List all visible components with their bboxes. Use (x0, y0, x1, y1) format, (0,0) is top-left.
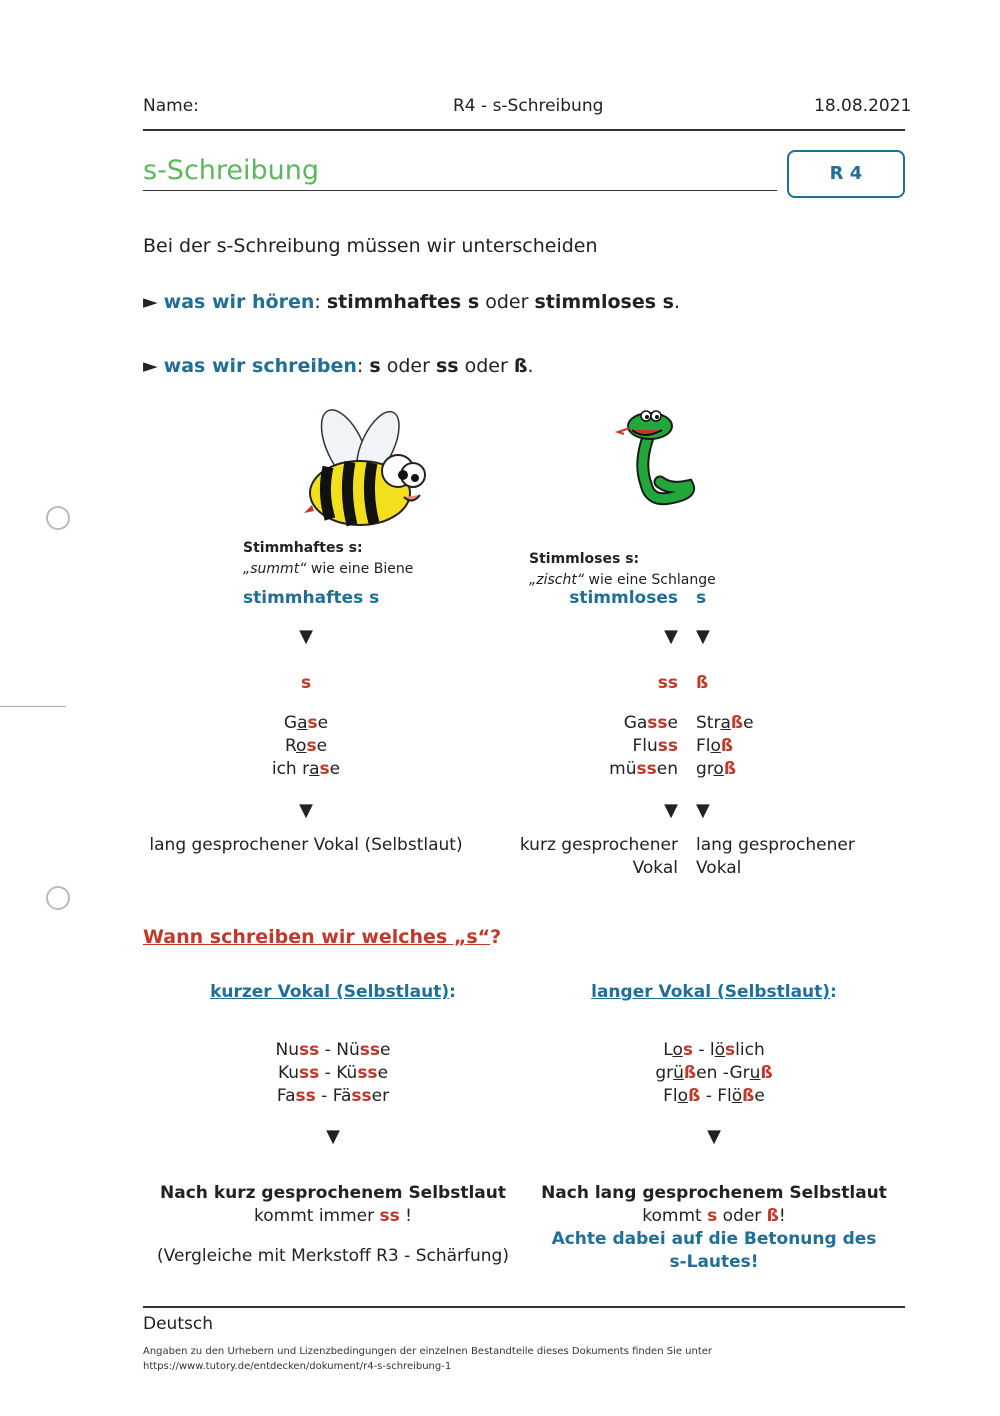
example-fluss: Fluss (632, 736, 678, 756)
voiced-heading: stimmhaftes s (243, 588, 380, 608)
long-rule-line2: kommt s oder ß! (642, 1206, 786, 1226)
voiceless-heading-s: s (696, 588, 707, 608)
point-write-lead: was wir schreiben (163, 355, 357, 377)
doc-date: 18.08.2021 (814, 96, 912, 116)
example-gruessen: grüßen -Gruß (655, 1063, 773, 1083)
footer-subject: Deutsch (143, 1314, 213, 1334)
letter-sz: ß (513, 355, 528, 377)
when-question-mark: ? (490, 926, 502, 948)
page-title: s-Schreibung (143, 155, 320, 186)
short-examples (203, 1039, 463, 1108)
short-rule-bold: Nach kurz gesprochenem Selbstlaut (160, 1183, 506, 1203)
point-marker: ► (143, 291, 158, 313)
footer-rule (143, 1306, 905, 1308)
snake-caption-title: Stimmloses s: (529, 551, 640, 567)
intro-text: Bei der s-Schreibung müssen wir unterscheiden (143, 235, 598, 257)
ss-examples (560, 712, 678, 781)
ss-arrow-2: ▼ (664, 800, 678, 821)
sz-examples (696, 712, 816, 781)
when-heading (143, 926, 501, 948)
short-heading-text: kurzer Vokal (Selbstlaut) (210, 982, 450, 1002)
bee-illustration (300, 405, 435, 530)
name-label: Name: (143, 96, 199, 116)
example-floss-floesse: Floß - Flöße (663, 1086, 765, 1106)
or-word: oder (386, 355, 430, 377)
doc-title: R4 - s-Schreibung (453, 96, 604, 116)
point-end: . (527, 355, 534, 377)
fold-mark (0, 706, 66, 707)
example-gross: groß (696, 759, 737, 779)
example-gase: Gase (283, 713, 329, 733)
example-muessen: müssen (609, 759, 678, 779)
badge-box (787, 150, 905, 198)
example-fass: Fass - Fässer (276, 1086, 390, 1106)
long-examples (584, 1039, 844, 1108)
snake-illustration (610, 402, 705, 514)
long-heading (554, 982, 874, 1002)
sz-arrow-2: ▼ (696, 800, 710, 821)
voiced-arrow: ▼ (299, 626, 313, 647)
sz-arrow: ▼ (696, 626, 710, 647)
voiced-letter: s (300, 673, 312, 693)
short-heading-colon: : (449, 982, 456, 1002)
or-word: oder (464, 355, 508, 377)
snake-caption (529, 549, 716, 591)
short-rule (133, 1182, 533, 1228)
point-colon: : (356, 355, 364, 377)
bee-caption (243, 538, 413, 580)
long-rule-bold: Nach lang gesprochenem Selbstlaut (541, 1183, 887, 1203)
when-title-end: “ (477, 926, 491, 948)
example-kuss: Kuss - Küsse (277, 1063, 389, 1083)
punch-hole-top (46, 506, 70, 530)
snake-caption-rest: wie eine Schlange (584, 572, 716, 588)
sz-rule (696, 834, 896, 880)
point-marker: ► (143, 355, 158, 377)
point-hear-lead: was wir hören (163, 291, 315, 313)
voiced-arrow-2: ▼ (299, 800, 313, 821)
point-end: . (673, 291, 680, 313)
when-s: s (466, 926, 478, 948)
point-hear (143, 291, 680, 313)
footer-credit-link[interactable]: https://www.tutory.de/entdecken/dokument/r4-s-schreibung-1 (143, 1361, 452, 1372)
sz-letter: ß (696, 673, 709, 693)
long-heading-text: langer Vokal (Selbstlaut) (591, 982, 831, 1002)
long-heading-colon: : (830, 982, 837, 1002)
example-nuss: Nuss - Nüsse (275, 1040, 391, 1060)
voiceless-heading: stimmloses (569, 588, 678, 608)
title-underline (143, 190, 777, 191)
ss-arrow: ▼ (664, 626, 678, 647)
bee-caption-title: Stimmhaftes s: (243, 540, 363, 556)
long-hint-line2: s-Lautes! (669, 1252, 759, 1272)
example-floss: Floß (696, 736, 734, 756)
ss-rule (500, 834, 678, 880)
bee-caption-quote: „summt“ (243, 561, 307, 577)
example-los: Los - löslich (663, 1040, 765, 1060)
long-hint-line1: Achte dabei auf die Betonung des (551, 1229, 877, 1249)
or-word: oder (485, 291, 529, 313)
sz-rule-line1: lang gesprochener (696, 835, 855, 855)
point-write (143, 355, 534, 377)
long-arrow: ▼ (707, 1126, 721, 1147)
letter-s: s (369, 355, 381, 377)
short-rule-line2: kommt immer ss ! (254, 1206, 412, 1226)
footer-credit (143, 1344, 712, 1374)
ss-letter: ss (657, 673, 678, 693)
example-rose: Rose (284, 736, 328, 756)
voiced-rule: lang gesprochener Vokal (Selbstlaut) (149, 835, 463, 855)
long-rule (504, 1182, 924, 1274)
voiced-examples (226, 712, 386, 781)
letter-ss: ss (435, 355, 459, 377)
point-colon: : (314, 291, 321, 313)
sz-rule-line2: Vokal (696, 858, 742, 878)
header-rule (143, 129, 905, 131)
short-arrow: ▼ (326, 1126, 340, 1147)
bee-caption-rest: wie eine Biene (306, 561, 414, 577)
voiceless-s: stimmloses s (534, 291, 674, 313)
badge-label: R 4 (829, 163, 863, 184)
example-strasse: Straße (696, 713, 754, 733)
short-heading (173, 982, 493, 1002)
ss-rule-line1: kurz gesprochener (519, 835, 678, 855)
snake-caption-quote: „zischt“ (529, 572, 585, 588)
example-rase: ich rase (271, 759, 341, 779)
ss-rule-line2: Vokal (632, 858, 678, 878)
when-title: Wann schreiben wir welches „ (143, 926, 467, 948)
footer-credit-line1: Angaben zu den Urhebern und Lizenzbedingungen der einzelnen Bestandteile dieses Dokuments finden Sie unter (143, 1346, 713, 1357)
short-note: (Vergleiche mit Merkstoff R3 - Schärfung) (157, 1246, 509, 1266)
example-gasse: Gasse (623, 713, 678, 733)
voiced-s: stimmhaftes s (326, 291, 480, 313)
punch-hole-bottom (46, 886, 70, 910)
